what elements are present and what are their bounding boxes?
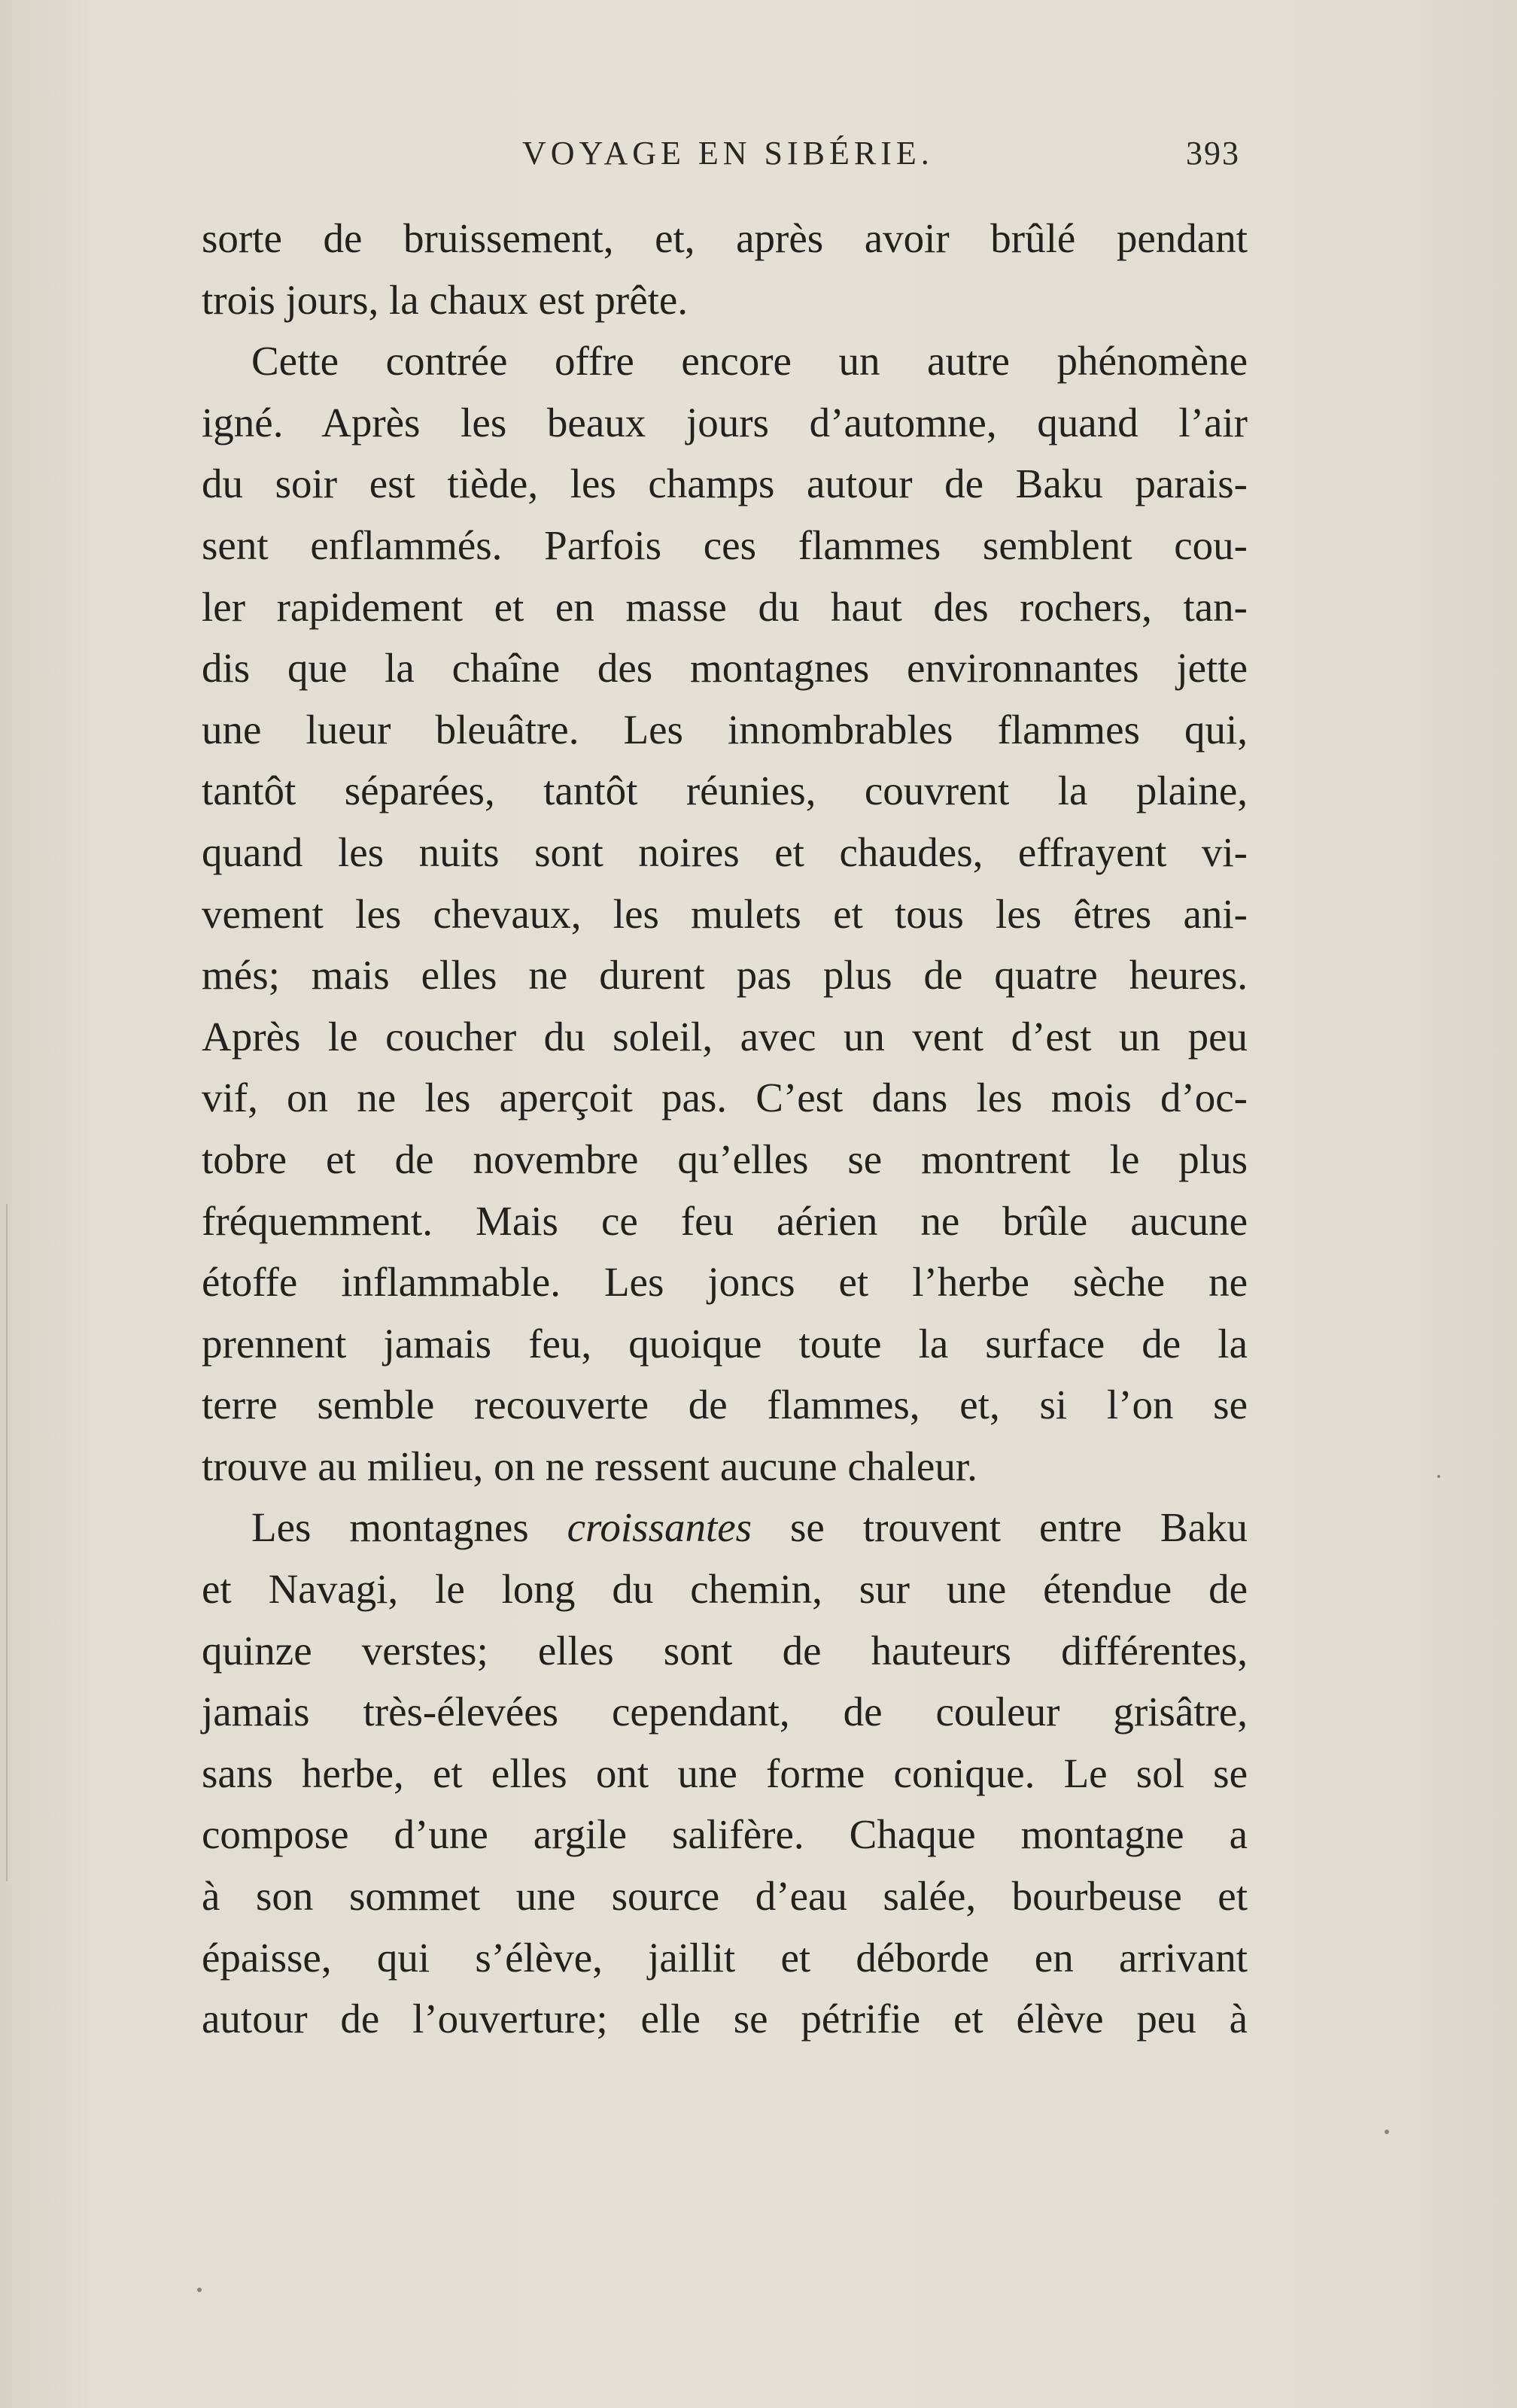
text-line: autour de l’ouverture; elle se pétrifie et élève peu à — [202, 1996, 1248, 2042]
body-text — [202, 208, 1248, 2050]
text-line: quand les nuits sont noires et chaudes, effrayent vi- — [202, 829, 1248, 875]
text-line: trois jours, la chaux est prête. — [202, 276, 689, 323]
text-line: sans herbe, et elles ont une forme conique. Le sol se — [202, 1750, 1248, 1796]
text-line: terre semble recouverte de flammes, et, si l’on se — [202, 1382, 1248, 1428]
text-line: du soir est tiède, les champs autour de Baku parais- — [202, 461, 1248, 507]
text-line: tobre et de novembre qu’elles se montrent le plus — [202, 1136, 1248, 1182]
text-line: ler rapidement et en masse du haut des rochers, tan- — [202, 583, 1248, 630]
italic-term: croissantes — [567, 1504, 752, 1551]
paragraph — [202, 330, 1248, 1497]
running-title: VOYAGE EN SIBÉRIE. — [522, 135, 934, 172]
text-line: tantôt séparées, tantôt réunies, couvrent la plaine, — [202, 768, 1248, 814]
text-line: et Navagi, le long du chemin, sur une étendue de — [202, 1566, 1248, 1613]
text-line: dis que la chaîne des montagnes environnantes jette — [202, 645, 1248, 692]
text-line: à son sommet une source d’eau salée, bourbeuse et — [202, 1873, 1248, 1920]
page-number: 393 — [1186, 135, 1240, 172]
text-line: compose d’une argile salifère. Chaque montagne a — [202, 1811, 1248, 1858]
text-run: Les montagnes — [251, 1504, 567, 1551]
text-line: fréquemment. Mais ce feu aérien ne brûle aucune — [202, 1197, 1248, 1244]
paragraph — [202, 1497, 1248, 2049]
page-edge-shadow — [6, 1204, 8, 1881]
text-line: vif, on ne les aperçoit pas. C’est dans les mois d’oc- — [202, 1075, 1248, 1121]
text-line: igné. Après les beaux jours d’automne, quand l’air — [202, 399, 1248, 445]
text-line: més; mais elles ne durent pas plus de quatre heures. — [202, 952, 1248, 999]
paragraph — [202, 208, 1248, 330]
text-line: quinze verstes; elles sont de hauteurs différentes, — [202, 1627, 1248, 1674]
text-line: trouve au milieu, on ne ressent aucune chaleur. — [202, 1443, 977, 1489]
paper-speck — [1437, 1475, 1440, 1478]
text-line — [202, 1497, 1248, 1558]
text-line: une lueur bleuâtre. Les innombrables flammes qui, — [202, 706, 1248, 752]
text-line: vement les chevaux, les mulets et tous les êtres ani- — [202, 890, 1248, 937]
page-header — [0, 134, 1517, 179]
text-line: étoffe inflammable. Les joncs et l’herbe sèche ne — [202, 1259, 1248, 1306]
paper-speck — [1385, 2130, 1389, 2134]
text-run: se trouvent entre Baku — [752, 1504, 1248, 1551]
text-line: sent enflammés. Parfois ces flammes semblent cou- — [202, 521, 1248, 568]
paper-speck — [197, 2288, 202, 2292]
text-line: sorte de bruissement, et, après avoir brûlé pendant — [202, 215, 1248, 261]
text-line: Cette contrée offre encore un autre phénomène — [251, 338, 1248, 385]
text-line: épaisse, qui s’élève, jaillit et déborde en arrivant — [202, 1934, 1248, 1981]
text-line: jamais très-élevées cependant, de couleur grisâtre, — [202, 1689, 1248, 1735]
text-line: prennent jamais feu, quoique toute la surface de la — [202, 1320, 1248, 1367]
text-line: Après le coucher du soleil, avec un vent d’est un peu — [202, 1013, 1248, 1060]
